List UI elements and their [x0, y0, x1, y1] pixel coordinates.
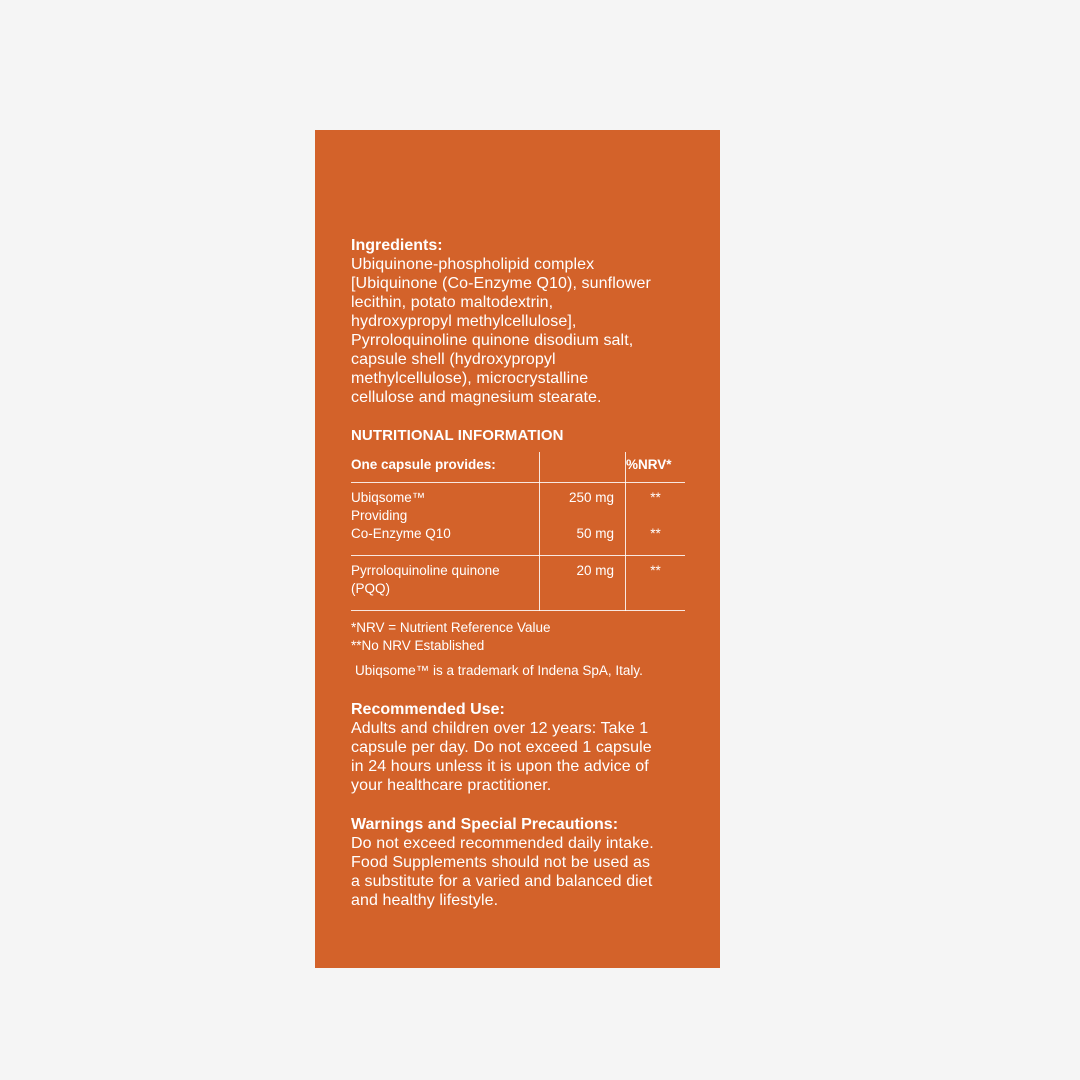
nutrient-nrv: **	[650, 526, 661, 541]
nutrient-amount: 50 mg	[576, 526, 615, 541]
nutrient-nrv: **	[650, 563, 661, 578]
warnings-line: Food Supplements should not be used as	[351, 854, 651, 871]
nutrient-nrv: **	[650, 490, 661, 505]
nutrient-name-cell	[351, 556, 539, 611]
nutrition-header-row	[351, 452, 685, 483]
ingredients-line: methylcellulose), microcrystalline	[351, 370, 589, 387]
ingredients-line: hydroxypropyl methylcellulose],	[351, 313, 577, 330]
recommended-use-line: Adults and children over 12 years: Take 1	[351, 720, 649, 737]
ingredients-heading: Ingredients:	[351, 237, 443, 254]
nutrient-name: Providing	[351, 508, 408, 523]
recommended-use-line: your healthcare practitioner.	[351, 777, 552, 794]
warnings-heading: Warnings and Special Precautions:	[351, 816, 619, 833]
nutrient-name: Co-Enzyme Q10	[351, 526, 451, 541]
nutrient-name: Pyrroloquinoline quinone	[351, 563, 500, 578]
warnings-line: and healthy lifestyle.	[351, 892, 499, 909]
nrv-notes	[351, 619, 691, 655]
ingredients-line: cellulose and magnesium stearate.	[351, 389, 602, 406]
recommended-use-section	[351, 700, 691, 795]
nutrient-amount-cell	[539, 556, 625, 611]
nutrient-name: (PQQ)	[351, 581, 390, 596]
warnings-section	[351, 815, 691, 910]
recommended-use-heading: Recommended Use:	[351, 701, 505, 718]
nutrition-title: NUTRITIONAL INFORMATION	[351, 427, 564, 444]
table-row	[351, 483, 685, 556]
product-label-panel	[315, 130, 720, 968]
ingredients-line: Ubiquinone-phospholipid complex	[351, 256, 595, 273]
nutrition-table	[351, 452, 685, 611]
ingredients-line: [Ubiquinone (Co-Enzyme Q10), sunflower	[351, 275, 651, 292]
header-nrv: %NRV*	[626, 452, 685, 483]
recommended-use-line: capsule per day. Do not exceed 1 capsule	[351, 739, 652, 756]
nutrient-amount: 250 mg	[568, 490, 615, 505]
ingredients-line: Pyrroloquinoline quinone disodium salt,	[351, 332, 634, 349]
nrv-note: *NRV = Nutrient Reference Value	[351, 620, 551, 635]
nutrient-name-cell	[351, 483, 539, 556]
recommended-use-line: in 24 hours unless it is upon the advice of	[351, 758, 649, 775]
nutrient-name: Ubiqsome™	[351, 490, 426, 505]
trademark-note: Ubiqsome™ is a trademark of Indena SpA, Italy.	[355, 663, 643, 678]
warnings-line: Do not exceed recommended daily intake.	[351, 835, 654, 852]
nutrient-nrv-cell	[626, 556, 685, 611]
label-content	[351, 236, 691, 910]
nutrient-amount-cell	[539, 483, 625, 556]
ingredients-line: capsule shell (hydroxypropyl	[351, 351, 556, 368]
ingredients-section	[351, 236, 691, 407]
nutrient-amount: 20 mg	[576, 563, 615, 578]
table-row	[351, 556, 685, 611]
nutrient-nrv-cell	[626, 483, 685, 556]
nrv-note: **No NRV Established	[351, 638, 485, 653]
ingredients-line: lecithin, potato maltodextrin,	[351, 294, 554, 311]
warnings-line: a substitute for a varied and balanced diet	[351, 873, 653, 890]
header-provides: One capsule provides:	[351, 452, 539, 483]
header-amount	[539, 452, 625, 483]
